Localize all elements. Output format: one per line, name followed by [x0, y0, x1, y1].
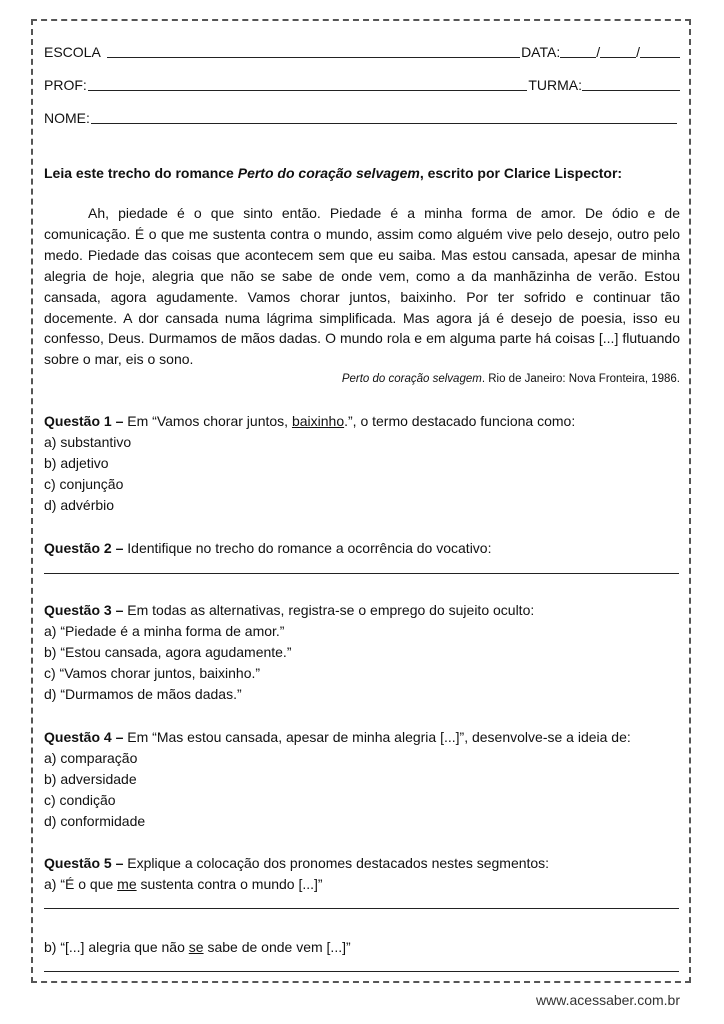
- date-sep-1: /: [596, 44, 601, 60]
- q1-option-c: c) conjunção: [44, 476, 124, 492]
- question-3: [44, 600, 680, 620]
- passage-text: Ah, piedade é o que sinto então. Piedade é a minha forma de amor. De ódio e de comunicação. É o que me sustenta contra o mundo, assim como alguém vive pelo desejo, outro pelo medo. Piedade das coisas que acontecem sem que eu saiba. Mas estou cansada, apesar de minha alegria de hoje, alegria que não se sabe de onde vem, como a da manhãzinha de verão. Estou cansada, agora agudamente. Vamos chorar juntos, baixinho. Por ter sofrido e continuar tão docemente. A dor cansada numa lágrima simplificada. Mas agora já é desejo de poesia, isso eu confesso, Deus. Durmamos de mãos dadas. O mundo rola e em alguma parte há coisas [...] flutuando sobre o mar, eis o sono.: [44, 205, 680, 368]
- q5-item-b-highlight: se: [188, 939, 204, 955]
- question-1-text-end: .”, o termo destacado funciona como:: [344, 413, 576, 429]
- question-4: [44, 727, 680, 747]
- class-label: TURMA:: [528, 77, 582, 93]
- question-2: [44, 538, 680, 558]
- school-row: [44, 42, 680, 62]
- school-field[interactable]: [107, 57, 520, 58]
- reference-details: . Rio de Janeiro: Nova Fronteira, 1986.: [481, 373, 680, 385]
- school-label: ESCOLA: [44, 44, 101, 60]
- q4-option-b: b) adversidade: [44, 771, 137, 787]
- reference-title: Perto do coração selvagem: [341, 373, 482, 385]
- question-1-text: Em “Vamos chorar juntos,: [123, 413, 292, 429]
- instruction: [44, 163, 680, 183]
- date-sep-2: /: [636, 44, 640, 60]
- question-5: [44, 853, 680, 873]
- footer-url[interactable]: www.acessaber.com.br: [536, 992, 680, 1008]
- instruction-book-title: Perto do coração selvagem: [237, 165, 420, 181]
- q5-item-b-text-end: sabe de onde vem [...]”: [203, 939, 351, 955]
- question-1-label: Questão 1 –: [44, 413, 124, 429]
- q1-option-b: b) adjetivo: [44, 455, 109, 471]
- q1-option-d: d) advérbio: [44, 497, 115, 513]
- question-3-text: Em todas as alternativas, registra-se o emprego do sujeito oculto:: [123, 602, 535, 618]
- question-3-label: Questão 3 –: [44, 602, 124, 618]
- question-2-answer-line[interactable]: [44, 573, 679, 574]
- name-label: NOME:: [44, 110, 90, 126]
- q1-option-a: a) substantivo: [44, 434, 132, 450]
- question-5-label: Questão 5 –: [44, 855, 124, 871]
- q5-item-a-answer-line[interactable]: [44, 908, 679, 909]
- question-4-label: Questão 4 –: [44, 729, 124, 745]
- q3-option-b: b) “Estou cansada, agora agudamente.”: [44, 644, 292, 660]
- class-field[interactable]: [582, 90, 680, 91]
- question-2-text: Identifique no trecho do romance a ocorrência do vocativo:: [123, 540, 492, 556]
- question-2-label: Questão 2 –: [44, 540, 124, 556]
- q5-item-a-text: a) “É o que: [44, 876, 118, 892]
- teacher-field[interactable]: [88, 90, 528, 91]
- question-1-highlight: baixinho: [291, 413, 345, 429]
- q3-option-c: c) “Vamos chorar juntos, baixinho.”: [44, 665, 261, 681]
- q5-item-b: [44, 937, 680, 957]
- instruction-text: Leia este trecho do romance: [44, 165, 238, 181]
- teacher-label: PROF:: [44, 77, 87, 93]
- q5-item-b-text: b) “[...] alegria que não: [44, 939, 189, 955]
- q5-item-b-answer-line[interactable]: [44, 971, 679, 972]
- name-row: [44, 108, 678, 128]
- q5-item-a: [44, 874, 680, 894]
- date-day-field[interactable]: [560, 57, 596, 58]
- name-field[interactable]: [91, 123, 677, 124]
- question-1: [44, 411, 680, 431]
- date-label: DATA:: [521, 44, 561, 60]
- question-4-text: Em “Mas estou cansada, apesar de minha alegria [...]”, desenvolve-se a ideia de:: [123, 729, 631, 745]
- q4-option-d: d) conformidade: [44, 813, 146, 829]
- reference: [342, 373, 680, 385]
- q4-option-a: a) comparação: [44, 750, 138, 766]
- q3-option-d: d) “Durmamos de mãos dadas.”: [44, 686, 242, 702]
- q3-option-a: a) “Piedade é a minha forma de amor.”: [44, 623, 285, 639]
- instruction-text-end: , escrito por Clarice Lispector:: [419, 165, 623, 181]
- teacher-row: [44, 75, 680, 95]
- q4-option-c: c) condição: [44, 792, 116, 808]
- passage: [44, 203, 680, 370]
- question-5-text: Explique a colocação dos pronomes destacados nestes segmentos:: [123, 855, 550, 871]
- date-year-field[interactable]: [640, 57, 680, 58]
- q5-item-a-highlight: me: [117, 876, 137, 892]
- q5-item-a-text-end: sustenta contra o mundo [...]”: [136, 876, 323, 892]
- date-month-field[interactable]: [600, 57, 636, 58]
